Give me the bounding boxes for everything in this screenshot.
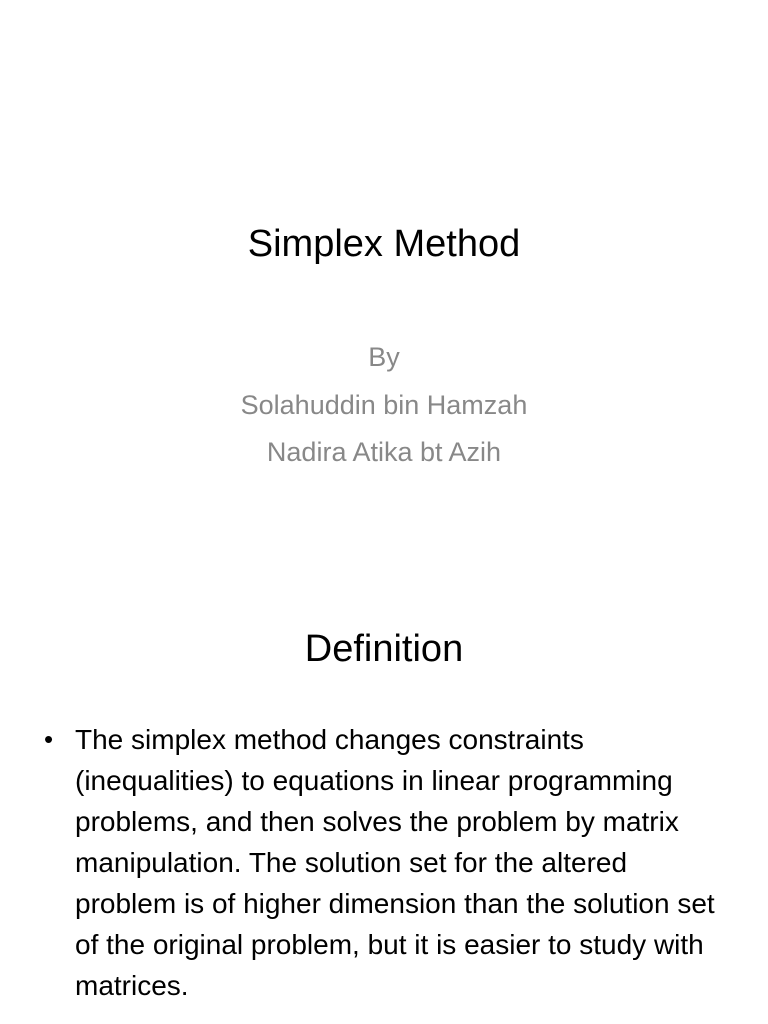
bullet-marker: • xyxy=(44,724,54,754)
author-name: Solahuddin bin Hamzah xyxy=(240,389,528,420)
author-name: Nadira Atika bt Azih xyxy=(266,437,502,467)
bullet-text: The simplex method changes constraints (inequalities) to equations in linear programming problems, and then solves the problem by matrix manipulation. The solution set for the altered problem is of higher dimension than the solution set of the original problem, but it is easier to study with matrices. xyxy=(75,724,715,1001)
bullet-item xyxy=(44,719,724,1006)
definition-slide xyxy=(0,576,768,1024)
slide-title: Definition xyxy=(304,628,464,670)
subtitle-by: By xyxy=(368,342,400,372)
slide-title: Simplex Method xyxy=(247,223,521,265)
slide-subtitle xyxy=(0,334,768,477)
